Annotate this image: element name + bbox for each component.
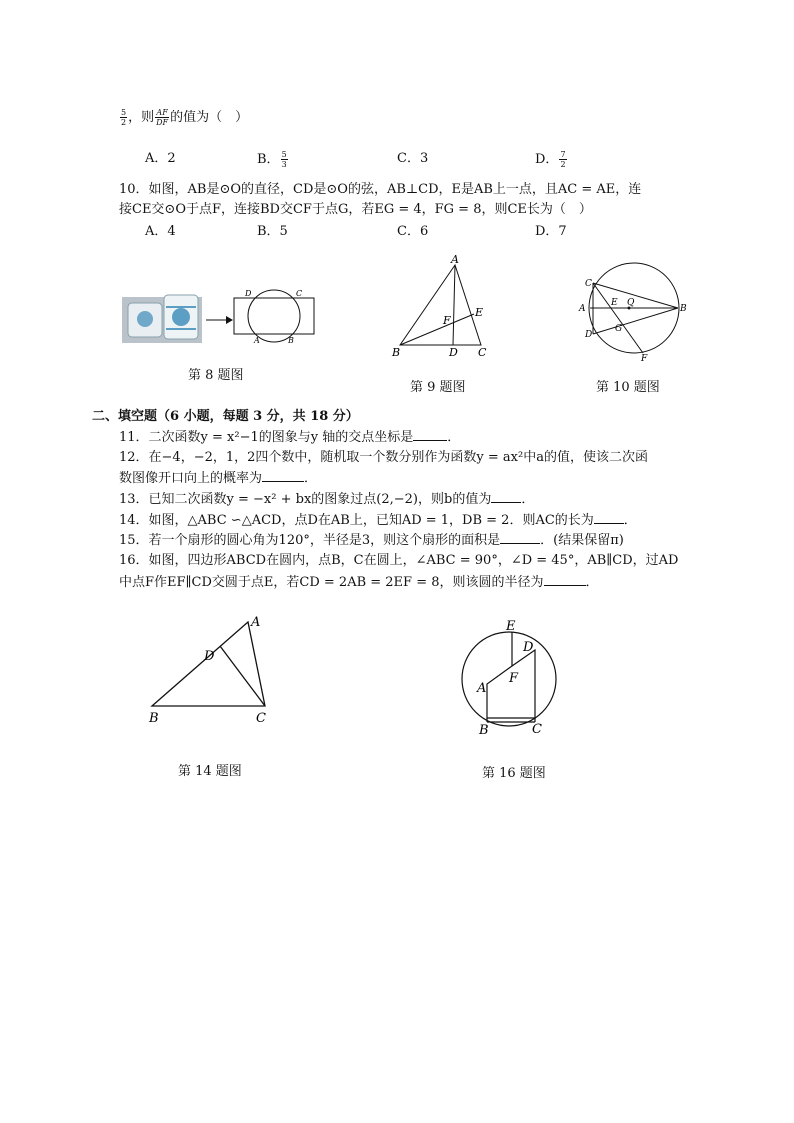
fraction-af-df: $\frac{AF}{DF}$ (156, 108, 169, 127)
label-d: D (449, 346, 458, 359)
figure-16 (450, 612, 570, 740)
label-c: C (585, 279, 592, 289)
q9-option-d: D． $\frac{7}{2}$ (535, 150, 566, 169)
question-16-line2: 中点F作EF∥CD交圆于点E，若CD = 2AB = 2EF = 8，则该圆的半径为 ． (119, 575, 599, 590)
q10-option-c: C．6 (397, 224, 429, 239)
label-b: B (288, 336, 294, 345)
label-e: E (611, 298, 618, 308)
section-heading: 二、填空题（6 小题，每题 3 分，共 18 分） (92, 409, 359, 424)
label-c: C (296, 289, 303, 298)
q10-option-d: D．7 (535, 224, 567, 239)
q10-option-a: A．4 (145, 224, 176, 239)
triangle-abc (152, 622, 265, 706)
question-9-tail: $\frac{5}{2}$ ，则 $\frac{AF}{DF}$ 的值为（ ） (121, 108, 249, 127)
label-a: A (451, 253, 459, 266)
label-a: A (477, 681, 487, 696)
segment-cd (220, 646, 265, 706)
label-a: A (254, 336, 260, 345)
label-b: B (392, 346, 401, 359)
figure-8-caption: 第 8 题图 (188, 368, 244, 383)
figure-14-caption: 第 14 题图 (178, 764, 242, 779)
label-g: G (615, 324, 623, 334)
label-f: F (509, 671, 519, 686)
label-d: D (245, 289, 252, 298)
answer-blank[interactable] (594, 511, 624, 524)
label-e: E (475, 306, 484, 319)
label-d: D (523, 640, 534, 655)
question-16-line1: 16．如图，四边形ABCD在圆内，点B，C在圆上，∠ABC = 90°，∠D = 45°，AB∥CD，过AD (119, 553, 679, 568)
label-d: D (204, 649, 215, 664)
figure-14 (140, 608, 280, 738)
fraction: $\frac{5}{2}$ (121, 108, 127, 127)
segment-bd (593, 308, 678, 334)
label-a: A (251, 615, 261, 630)
question-15: 15．若一个扇形的圆心角为120°，半径是3，则这个扇形的面积是 ．(结果保留π) (119, 533, 624, 548)
fraction: $\frac{5}{3}$ (281, 150, 287, 169)
label-b: B (149, 711, 159, 726)
label-f: F (641, 354, 648, 364)
question-13: 13．已知二次函数y = −x² + bx的图象过点(2,−2)，则b的值为 ． (119, 492, 535, 507)
label-d: D (585, 330, 593, 340)
segment-cf (593, 283, 643, 353)
arrow-head-icon (226, 316, 233, 324)
label-c: C (532, 722, 542, 737)
label-c: C (478, 346, 487, 359)
figure-9 (388, 252, 498, 362)
segment-ad (453, 265, 455, 345)
answer-blank[interactable] (491, 490, 521, 503)
figure-16-caption: 第 16 题图 (482, 766, 546, 781)
fraction: $\frac{7}{2}$ (560, 150, 566, 169)
rectangle (234, 298, 314, 334)
q9-option-b: B． $\frac{5}{3}$ (257, 150, 287, 169)
q9-option-a: A．2 (145, 151, 176, 166)
label-b: B (680, 304, 687, 314)
label-q: Q (627, 298, 635, 308)
answer-blank[interactable] (413, 428, 447, 441)
question-10-line2: 接CE交⊙O于点F，连接BD交CF于点G，若EG = 4，FG = 8，则CE长为（ ） (119, 202, 592, 217)
figure-8 (120, 285, 320, 350)
figure-10 (577, 258, 692, 366)
label-b: B (479, 723, 489, 738)
answer-blank[interactable] (262, 469, 304, 482)
question-12-line1: 12．在−4，−2，1，2四个数中，随机取一个数分别作为函数y = ax²中a的值，使该二次函 (119, 450, 648, 465)
segment-cb (593, 283, 678, 308)
label-a: A (579, 304, 586, 314)
figure-10-caption: 第 10 题图 (596, 380, 660, 395)
q10-option-b: B．5 (257, 224, 288, 239)
question-10-line1: 10．如图，AB是⊙O的直径，CD是⊙O的弦，AB⊥CD，E是AB上一点，且AC = AE，连 (119, 182, 642, 197)
answer-blank[interactable] (544, 573, 586, 586)
label-c: C (256, 711, 266, 726)
question-11: 11．二次函数y = x²−1的图象与y 轴的交点坐标是 ． (119, 430, 461, 445)
figure-9-caption: 第 9 题图 (410, 380, 466, 395)
q9-option-c: C．3 (397, 151, 429, 166)
label-f: F (443, 314, 451, 327)
answer-blank[interactable] (500, 531, 540, 544)
label-e: E (506, 619, 516, 634)
question-14: 14．如图，△ABC ∽△ACD，点D在AB上，已知AD = 1，DB = 2．则AC的长为 ． (119, 513, 637, 528)
triangle-abc (400, 265, 484, 345)
paper-cups-photo (122, 295, 202, 343)
question-12-line2: 数图像开口向上的概率为 ． (119, 471, 318, 486)
